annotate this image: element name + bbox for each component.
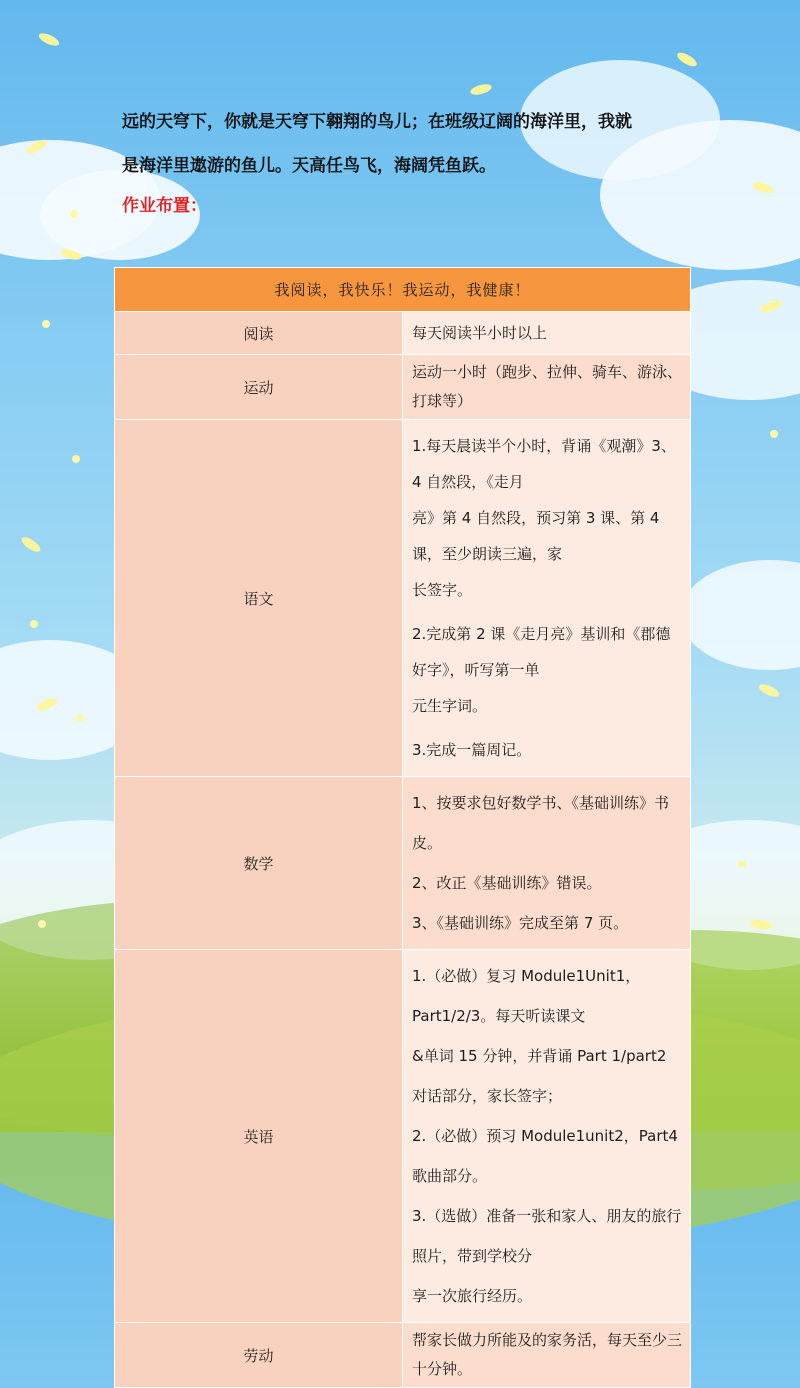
content-cell [403,312,691,355]
content-line: 2.（必做）预习 Module1unit2，Part4 歌曲部分。 [412,1127,678,1185]
subject-cell: 语文 [115,420,403,777]
content-line: 3.（选做）准备一张和家人、朋友的旅行照片，带到学校分 [412,1207,682,1265]
table-row-labor [115,1323,691,1388]
content-line: 1.（必做）复习 Module1Unit1，Part1/2/3。每天听读课文 [412,967,641,1025]
content-line: &单词 15 分钟，并背诵 Part 1/part2 对话部分，家长签字； [412,1047,667,1105]
subject-cell: 劳动 [115,1323,403,1388]
content-line: 亮》第 4 自然段，预习第 3 课、第 4 课，至少朗读三遍，家 [412,509,660,563]
intro-line-2: 是海洋里遨游的鱼儿。天高任鸟飞，海阔凭鱼跃。 [122,156,496,176]
content-line: 1.每天晨读半个小时，背诵《观潮》3、4 自然段，《走月 [412,437,676,491]
content-line: 长签字。 [412,581,473,599]
homework-title: 作业布置： [122,196,207,216]
content-cell [403,950,691,1323]
content-line: 2、改正《基础训练》错误。 [412,874,602,892]
intro-line-1: 远的天穹下，你就是天穹下翱翔的鸟儿；在班级辽阔的海洋里，我就 [122,112,632,132]
table-row-chinese [115,420,691,777]
content-line: 3、《基础训练》完成至第 7 页。 [412,914,629,932]
subject-cell: 阅读 [115,312,403,355]
subject-cell: 运动 [115,355,403,420]
content-line: 运动一小时（跑步、拉伸、骑车、游泳、打球等） [412,363,683,410]
subject-cell: 数学 [115,777,403,950]
table-row-english [115,950,691,1323]
content-line: 帮家长做力所能及的家务活，每天至少三十分钟。 [412,1331,683,1378]
subject-cell: 英语 [115,950,403,1323]
table-row-exercise [115,355,691,420]
content-line: 1、按要求包好数学书、《基础训练》书皮。 [412,794,670,852]
content-cell [403,420,691,777]
content-line: 每天阅读半小时以上 [412,323,548,342]
content-cell [403,777,691,950]
homework-table [114,267,691,1388]
content-line: 元生字词。 [412,697,488,715]
table-header: 我阅读，我快乐！我运动，我健康！ [115,268,691,312]
content-line: 享一次旅行经历。 [412,1287,533,1305]
content-cell [403,355,691,420]
table-row-math [115,777,691,950]
content-line: 3.完成一篇周记。 [412,741,532,759]
content-line: 2.完成第 2 课《走月亮》基训和《郡德好字》，听写第一单 [412,625,671,679]
table-row-reading [115,312,691,355]
content-cell [403,1323,691,1388]
intro-section [122,100,692,224]
